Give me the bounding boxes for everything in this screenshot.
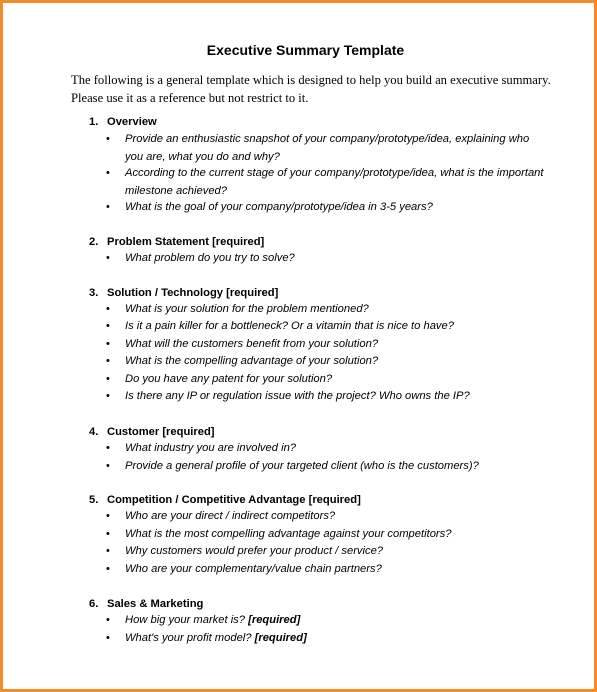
required-tag: [required] bbox=[254, 632, 307, 644]
bullet-icon: • bbox=[106, 390, 110, 402]
intro-paragraph: The following is a general template which is designed to help you build an executive summary. Please use it as a reference but not restrict to it. bbox=[71, 73, 551, 105]
section-heading bbox=[89, 493, 361, 507]
bullet-icon: • bbox=[106, 320, 110, 332]
list-item-text: Why customers would prefer your product / service? bbox=[125, 545, 384, 557]
section-number: 4. bbox=[89, 426, 99, 438]
list-item-text: What is the compelling advantage of your solution? bbox=[125, 355, 379, 367]
bullet-icon: • bbox=[106, 614, 110, 626]
list-item-text: According to the current stage of your company/prototype/idea, what is the important milestone achieved? bbox=[125, 167, 544, 197]
list-item-text: Who are your complementary/value chain partners? bbox=[125, 563, 382, 575]
list-item-text: What industry you are involved in? bbox=[125, 442, 297, 454]
list-item-text: Provide a general profile of your targeted client (who is the customers)? bbox=[125, 460, 479, 472]
section-title: Overview bbox=[107, 116, 157, 128]
section-title: Competition / Competitive Advantage [required] bbox=[107, 494, 361, 506]
section-title: Sales & Marketing bbox=[107, 598, 204, 610]
section-heading bbox=[89, 286, 278, 300]
bullet-icon: • bbox=[106, 528, 110, 540]
bullet-icon: • bbox=[106, 510, 110, 522]
bullet-icon: • bbox=[106, 338, 110, 350]
section-number: 5. bbox=[89, 494, 99, 506]
section-title: Problem Statement [required] bbox=[107, 236, 265, 248]
list-item-text: Is there any IP or regulation issue with the project? Who owns the IP? bbox=[125, 390, 470, 402]
list-item-text bbox=[125, 630, 545, 648]
section-number: 6. bbox=[89, 598, 99, 610]
list-item-text: What is the most compelling advantage against your competitors? bbox=[125, 528, 452, 540]
bullet-icon: • bbox=[106, 355, 110, 367]
list-item-text bbox=[125, 612, 545, 630]
section-title: Customer [required] bbox=[107, 426, 215, 438]
section-title: Solution / Technology [required] bbox=[107, 287, 279, 299]
bullet-icon: • bbox=[106, 460, 110, 472]
bullet-icon: • bbox=[106, 252, 110, 264]
list-item-text: What will the customers benefit from your solution? bbox=[125, 338, 379, 350]
bullet-icon: • bbox=[106, 373, 110, 385]
bullet-icon: • bbox=[106, 442, 110, 454]
bullet-icon: • bbox=[106, 545, 110, 557]
list-item-text: Do you have any patent for your solution? bbox=[125, 373, 333, 385]
section-heading bbox=[89, 597, 203, 611]
section-heading bbox=[89, 425, 215, 439]
list-item-question: What's your profit model? bbox=[125, 632, 255, 644]
list-item-text: What is the goal of your company/prototype/idea in 3-5 years? bbox=[125, 201, 433, 213]
section-heading bbox=[89, 115, 157, 129]
required-tag: [required] bbox=[248, 614, 301, 626]
list-item-text: What problem do you try to solve? bbox=[125, 252, 295, 264]
bullet-icon: • bbox=[106, 563, 110, 575]
section-number: 3. bbox=[89, 287, 99, 299]
bullet-icon: • bbox=[106, 201, 110, 213]
bullet-icon: • bbox=[106, 303, 110, 315]
section-heading bbox=[89, 235, 264, 249]
document-title: Executive Summary Template bbox=[206, 42, 405, 58]
bullet-icon: • bbox=[106, 632, 110, 644]
section-number: 2. bbox=[89, 236, 99, 248]
list-item-text: Who are your direct / indirect competitors? bbox=[125, 510, 336, 522]
bullet-icon: • bbox=[106, 133, 110, 145]
list-item-text: Provide an enthusiastic snapshot of your company/prototype/idea, explaining who you are, what you do and why? bbox=[125, 133, 530, 163]
list-item-text: What is your solution for the problem mentioned? bbox=[125, 303, 369, 315]
section-number: 1. bbox=[89, 116, 99, 128]
bullet-icon: • bbox=[106, 167, 110, 179]
list-item-question: How big your market is? bbox=[125, 614, 249, 626]
list-item-text: Is it a pain killer for a bottleneck? Or a vitamin that is nice to have? bbox=[125, 320, 454, 332]
